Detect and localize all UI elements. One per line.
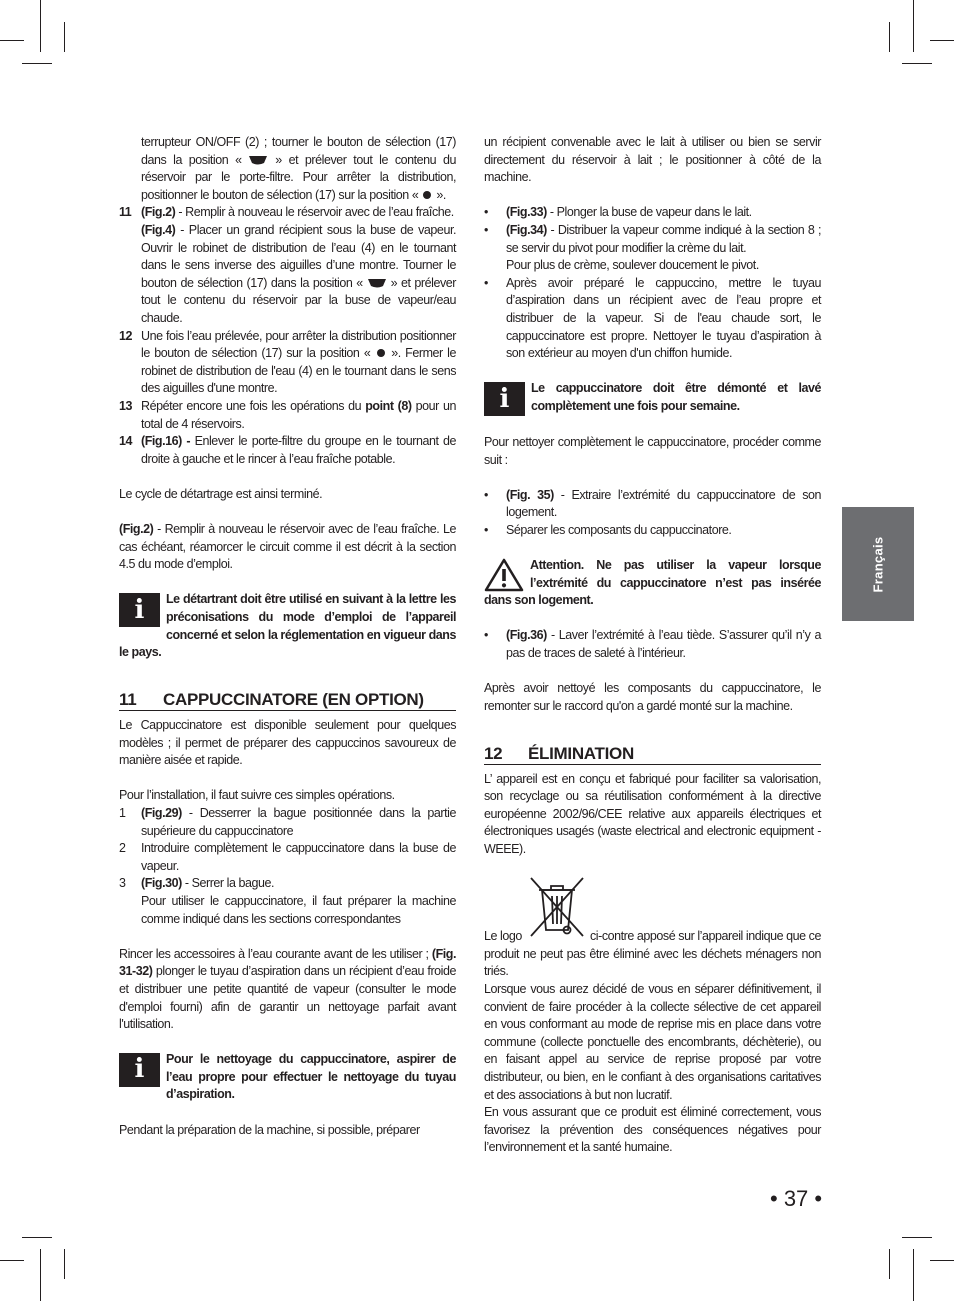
s11-step-3: 3 (Fig.30) - Serrer la bague. Pour utiliser le cappuccinatore, il faut préparer la machine comme indiqué dans les sections correspondantes [119, 876, 456, 926]
logo-text: Le logo [484, 929, 522, 944]
crop-mark [902, 1237, 932, 1238]
fig2-paragraph: (Fig.2) - Remplir à nouveau le réservoir avec de l’eau fraîche. Le cas échéant, réamorcer le circuit comme il est décrit à la section 4.5 du mode d’emploi. [119, 522, 456, 572]
bullet-item: • (Fig.34) - Distribuer la vapeur comme indiqué à la section 8 ; se servir du pivot pour modifier la crème du lait. Pour plus de crème, soulever doucement le pivot. [484, 222, 821, 273]
rinse-paragraph: Rincer les accessoires à l’eau courante avant de les utiliser ; (Fig. 31-32) plonger le tuyau d’aspiration dans un récipient d’eau froide et distribuer une petite quantité de vapeur (consulter le mode d'emploi fourni) afin de garantir un nettoyage parfait avant l'utilisation. [119, 946, 456, 1032]
s11-install: Pour l’installation, il faut suivre ces simples opérations. [119, 788, 395, 803]
step-13: 13 Répéter encore une fois les opérations du point (8) pour un total de 4 réservoirs. [119, 398, 456, 431]
crop-mark [22, 63, 52, 64]
dot-icon [423, 191, 431, 199]
info-notice: i Pour le nettoyage du cappuccinatore, aspirer de l’eau propre pour effectuer le nettoyage du tuyau d’aspiration. [119, 1051, 456, 1104]
bullet-item: • Après avoir préparé le cappuccino, mettre le tuyau d’aspiration dans un récipient avec de l’eau propre et distribuer de la vapeur. Si de l'eau chaude sort, le cappuccinatore est propre. Nettoyer le tuyau d’aspiration à son extérieur au moyen d'un chiffon humide. [484, 275, 821, 361]
crop-mark [22, 1237, 52, 1238]
bullet-item: • Séparer les composants du cappuccinatore. [484, 522, 732, 537]
crop-mark [913, 0, 914, 52]
dot-icon [377, 349, 385, 357]
warning-icon [484, 558, 524, 592]
info-notice: i Le cappuccinatore doit être démonté et lavé complètement une fois pour semaine. [484, 380, 821, 416]
crop-mark [913, 1249, 914, 1301]
info-icon: i [119, 593, 160, 627]
crop-mark [40, 0, 41, 52]
step-12: 12 Une fois l’eau prélevée, pour arrêter la distribution positionner le bouton de sélection (17) sur la position « ». Fermer le robinet de distribution de l'eau (4) en le tournant dans le sens des aiguilles d'une montre. [119, 328, 456, 396]
right-column [484, 134, 821, 1157]
s11-step-1: 1 (Fig.29) - Desserrer la bague positionnée dans la partie supérieure du cappuccinatore [119, 805, 456, 838]
language-tab [842, 507, 914, 621]
left-column [119, 134, 456, 1139]
continued-paragraph: un récipient convenable avec le lait à utiliser ou bien se servir directement du réservoir à lait ; le positionner à côté de la machine. [484, 135, 821, 185]
crossed-bin-icon [525, 874, 587, 940]
s11-intro: Le Cappuccinatore est disponible seulement pour quelques modèles ; il permet de préparer des cappuccinos savoureux de manière aisée et rapide. [119, 718, 456, 768]
reassemble-paragraph: Après avoir nettoyé les composants du cappuccinatore, le remonter sur le raccord qu'on a gardé monté sur la machine. [484, 681, 821, 713]
info-icon: i [484, 382, 525, 416]
section-heading: 12 ÉLIMINATION [484, 745, 821, 765]
s11-step-2: 2 Introduire complètement le cappuccinatore dans la buse de vapeur. [119, 841, 456, 873]
step-14: 14 (Fig.16) - Enlever le porte-filtre du groupe en le tournant de droite à gauche et le rincer à l’eau fraîche potable. [119, 434, 456, 466]
cycle-end-text: Le cycle de détartrage est ainsi terminé. [119, 486, 323, 501]
bullet-item: • (Fig.36) - Laver l’extrémité à l’eau tiède. S’assurer qu’il n’y a pas de traces de saleté à l’intérieur. [484, 628, 821, 661]
crop-mark [930, 1260, 954, 1261]
logo-paragraph: ci-contre apposé sur l’appareil indique que ce produit ne peut pas être éliminé avec les déchets ménagers non triés. [484, 929, 821, 979]
crop-mark [64, 1249, 65, 1279]
bullet-item: • (Fig. 35) - Extraire l’extrémité du cappuccinatore de son logement. [484, 487, 821, 520]
info-icon: i [119, 1053, 160, 1087]
step-11: 11 (Fig.2) - Remplir à nouveau le réservoir avec de l’eau fraîche. (Fig.4) - Placer un grand récipient sous la buse de vapeur. Ouvrir le robinet de distribution de l’eau (4) en le tournant dans le sens inverse des aiguilles d’une montre. Tourner le bouton de sélection (17) dans la position « » et prélever tout le contenu du réservoir par la buse de vapeur/eau chaude. [119, 205, 456, 325]
cup-icon [367, 278, 387, 289]
crop-mark [40, 1249, 41, 1301]
crop-mark [902, 63, 932, 64]
clean-intro: Pour nettoyer complètement le cappuccinatore, procéder comme suit : [484, 434, 821, 467]
crop-mark [0, 1260, 24, 1261]
s12-intro: L’ appareil est en conçu et fabriqué pour faciliter sa valorisation, son recyclage ou sa réutilisation conformément à la directive européenne 2002/96/CEE relative aux appareils électriques et électroniques usagés (waste electrical and electronic equipment - WEEE). [484, 771, 821, 856]
crop-mark [64, 22, 65, 52]
page-number: • 37 • [770, 1186, 823, 1211]
warning-notice: Attention. Ne pas utiliser la vapeur lorsque l’extrémité du cappuccinatore n’est pas insérée dans son logement. [484, 558, 821, 608]
section-heading: 11 CAPPUCCINATORE (EN OPTION) [119, 691, 456, 711]
cup-icon [248, 155, 268, 166]
separate-paragraph: Lorsque vous aurez décidé de vous en séparer définitivement, il convient de faire procéder à la collecte sélective de cet appareil en vous conformant au mode de reprise mis en place dans votre commune (collecte ponctuelle des encombrants, déchèterie), ou en faisant appel au service de reprise proposé par votre distributeur, ou bien, en le confiant à des organisations caritatives et des associations à but non lucratif. [484, 981, 821, 1102]
weee-logo-row [484, 876, 821, 946]
crop-mark [889, 1249, 890, 1279]
step-10-continuation: terrupteur ON/OFF (2) ; tourner le bouton de sélection (17) dans la position « » et prélever tout le contenu du réservoir par le porte-filtre. Pour arrêter la distribution, positionner le bouton de sélection (17) sur la position « ». [141, 135, 456, 202]
assure-paragraph: En vous assurant que ce produit est éliminé correctement, vous favorisez la prévention des conséquences négatives pour l’environnement et la santé humaine. [484, 1105, 821, 1155]
bullet-item: • (Fig.33) - Plonger la buse de vapeur dans le lait. [484, 205, 752, 220]
info-notice: i Le détartrant doit être utilisé en suivant à la lettre les préconisations du mode d’emploi de l’appareil concerné et selon la réglementation en vigueur dans le pays. [119, 592, 456, 660]
crop-mark [0, 40, 24, 41]
language-tab-label: Français [870, 536, 886, 592]
prep-paragraph: Pendant la préparation de la machine, si possible, préparer [119, 1122, 420, 1137]
crop-mark [930, 40, 954, 41]
crop-mark [889, 22, 890, 52]
